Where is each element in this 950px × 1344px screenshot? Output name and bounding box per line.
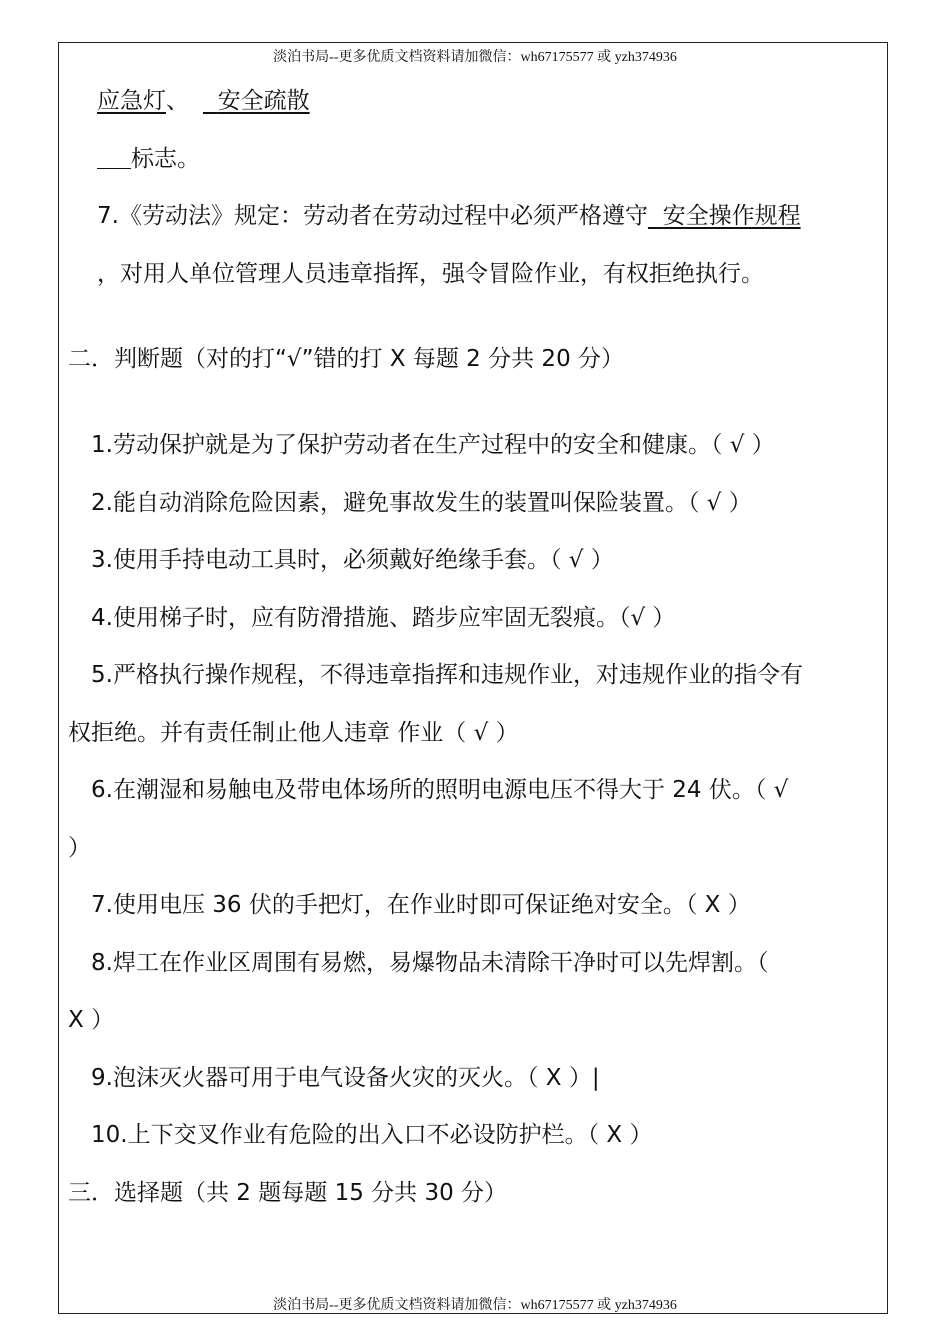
sign-suffix: 标志。 (131, 146, 200, 172)
judge-item-6-cont: ） (68, 835, 91, 861)
judge-item-5: 5.严格执行操作规程，不得违章指挥和违规作业，对违规作业的指令有 (91, 662, 803, 688)
judge-item-8: 8.焊工在作业区周围有易燃，易爆物品未清除干净时可以先焊割。（ (91, 950, 769, 976)
question-7-answer (648, 203, 801, 229)
page-header: 淡泊书局--更多优质文档资料请加微信：wh67175577 或 yzh374936 (273, 50, 677, 65)
page-footer: 淡泊书局--更多优质文档资料请加微信：wh67175577 或 yzh374936 (273, 1298, 677, 1313)
judge-item-5-cont: 权拒绝。并有责任制止他人违章 作业（ √ ） (68, 720, 519, 746)
answer-emergency-light: 应急灯 (97, 88, 166, 114)
answer-safe-evacuation-text: 安全疏散 (217, 88, 310, 114)
judge-item-3: 3.使用手持电动工具时，必须戴好绝缘手套。（ √ ） (91, 547, 614, 573)
fill-in-line-2 (97, 144, 200, 174)
section-2-title: 二．判断题（对的打“√”错的打 X 每题 2 分共 20 分） (68, 346, 625, 372)
fill-in-line-1 (97, 86, 399, 116)
question-7-line (97, 201, 801, 231)
question-7-text: 7.《劳动法》规定：劳动者在劳动过程中必须严格遵守 (97, 203, 648, 229)
question-7-continuation: ，对用人单位管理人员违章指挥，强令冒险作业，有权拒绝执行。 (97, 261, 764, 287)
judge-item-4: 4.使用梯子时，应有防滑措施、踏步应牢固无裂痕。（√ ） (91, 605, 676, 631)
section-3-title: 三．选择题（共 2 题每题 15 分共 30 分） (68, 1180, 508, 1206)
answer-safe-evacuation (203, 86, 399, 116)
judge-item-7: 7.使用电压 36 伏的手把灯，在作业时即可保证绝对安全。（ X ） (91, 892, 751, 918)
question-7-answer-text: 安全操作规程 (662, 203, 801, 229)
judge-item-6: 6.在潮湿和易触电及带电体场所的照明电源电压不得大于 24 伏。（ √ (91, 777, 789, 803)
blank-underline (97, 144, 131, 169)
separator: 、 (166, 88, 189, 114)
judge-item-8-cont: X ） (68, 1007, 115, 1033)
judge-item-9: 9.泡沫灭火器可用于电气设备火灾的灭火。（ X ）| (91, 1065, 600, 1091)
judge-item-10: 10.上下交叉作业有危险的出入口不必设防护栏。（ X ） (91, 1122, 653, 1148)
judge-item-1: 1.劳动保护就是为了保护劳动者在生产过程中的安全和健康。（ √ ） (91, 432, 775, 458)
judge-item-2: 2.能自动消除危险因素，避免事故发生的装置叫保险装置。（ √ ） (91, 490, 752, 516)
